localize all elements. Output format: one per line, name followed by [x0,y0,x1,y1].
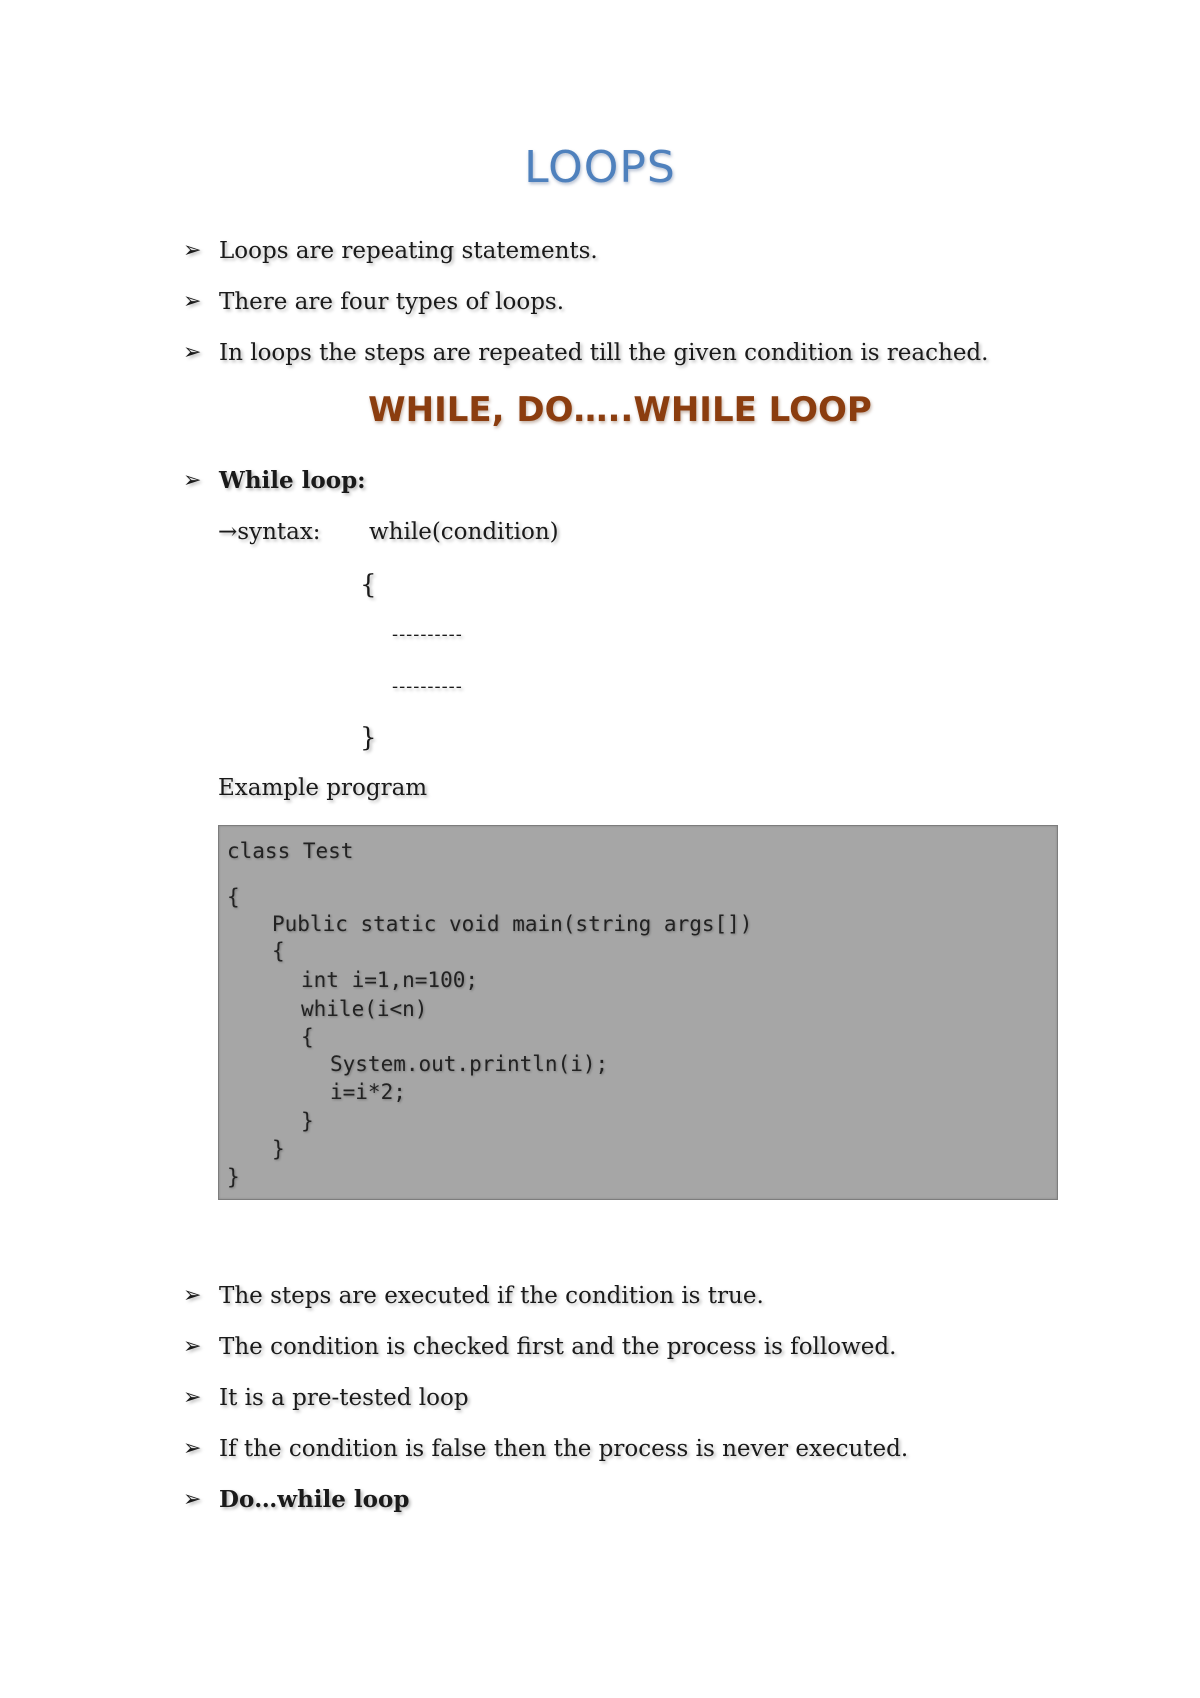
bullet-text: Loops are repeating statements. [219,238,598,264]
code-line: { [301,1025,314,1049]
page-title: LOOPS [524,142,676,193]
code-line: int i=1,n=100; [301,968,479,992]
arrow-bullet-icon: ➢ [183,1436,202,1461]
bullet-item [183,338,988,368]
arrow-bullet-icon: ➢ [183,340,202,365]
code-line: class Test [227,839,354,863]
bullet-item [183,1383,469,1413]
bullet-text: The steps are executed if the condition is true. [219,1283,764,1309]
code-line: System.out.println(i); [330,1052,609,1076]
code-line: while(i<n) [301,997,428,1021]
bullet-text: In loops the steps are repeated till the given condition is reached. [219,340,989,366]
syntax-close-brace: } [360,723,377,753]
bullet-text: The condition is checked first and the process is followed. [219,1334,897,1360]
example-label: Example program [218,775,428,801]
bullet-item [183,1332,896,1362]
arrow-bullet-icon: ➢ [183,1334,202,1359]
bullet-item [183,287,564,317]
bullet-item [183,466,366,496]
while-loop-heading: While loop: [219,467,366,494]
code-line: Public static void main(string args[]) [272,912,753,936]
code-line: i=i*2; [330,1080,406,1104]
code-line: } [301,1109,314,1133]
bullet-text: There are four types of loops. [219,289,565,315]
bullet-text: It is a pre-tested loop [219,1385,469,1411]
arrow-bullet-icon: ➢ [183,238,202,263]
bullet-text: If the condition is false then the process is never executed. [219,1436,909,1462]
code-line: } [272,1137,285,1161]
bullet-item [183,236,598,266]
arrow-bullet-icon: ➢ [183,1487,202,1512]
code-line: { [227,885,240,909]
section-heading: WHILE, DO…..WHILE LOOP [368,390,872,430]
syntax-placeholder-line: ---------- [392,676,463,697]
bullet-item [183,1281,764,1311]
arrow-bullet-icon: ➢ [183,1385,202,1410]
bullet-item [183,1485,409,1515]
syntax-label: →syntax: [218,519,321,545]
syntax-placeholder-line: ---------- [392,624,463,645]
do-while-heading: Do…while loop [219,1486,410,1513]
arrow-bullet-icon: ➢ [183,289,202,314]
syntax-statement: while(condition) [369,519,559,545]
syntax-open-brace: { [360,570,377,600]
code-line: } [227,1165,240,1189]
arrow-bullet-icon: ➢ [183,1283,202,1308]
arrow-bullet-icon: ➢ [183,468,202,493]
bullet-item [183,1434,908,1464]
code-line: { [272,939,285,963]
code-block [218,825,1058,1200]
